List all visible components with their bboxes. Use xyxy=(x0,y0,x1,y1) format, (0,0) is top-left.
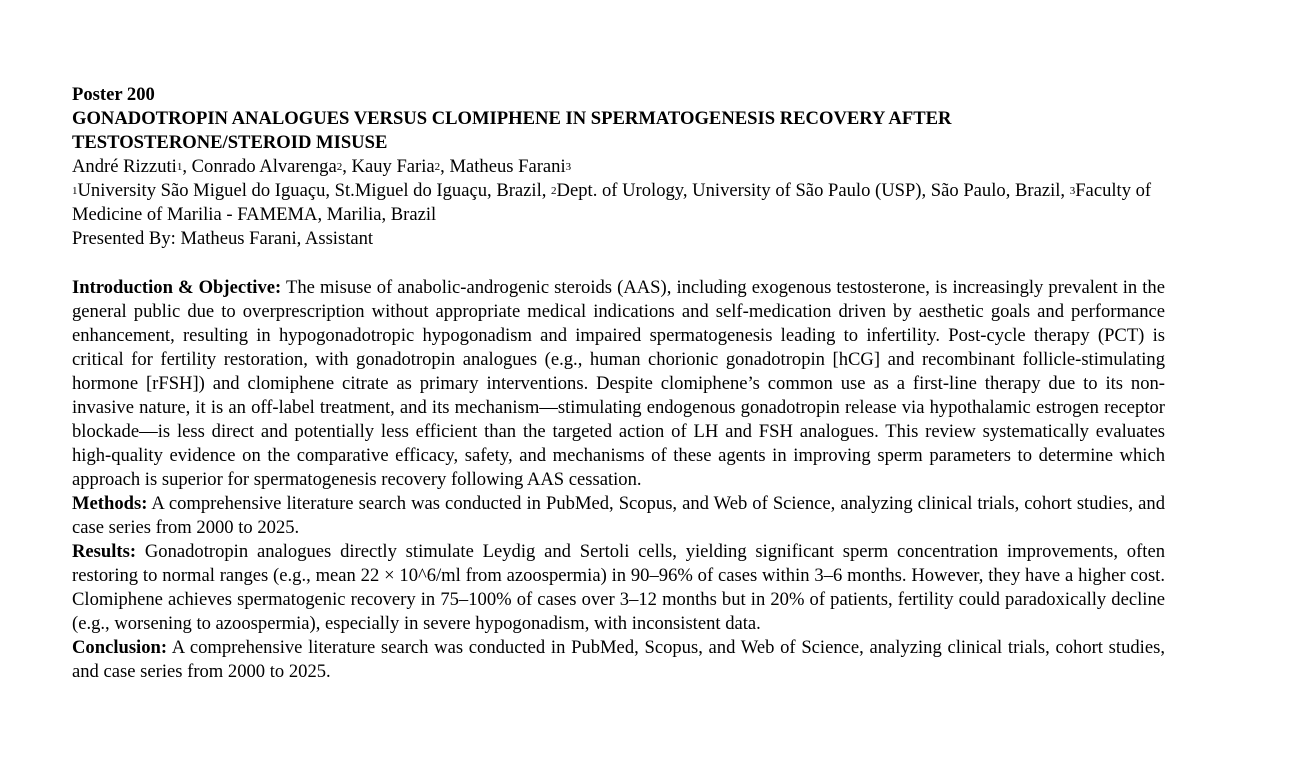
abstract-title: GONADOTROPIN ANALOGUES VERSUS CLOMIPHENE IN SPERMATOGENESIS RECOVERY AFTER TESTOSTERONE/STEROID MISUSE xyxy=(72,108,952,153)
introduction-section xyxy=(72,276,1165,492)
affiliation-mark: 1 xyxy=(176,161,183,173)
conclusion-section xyxy=(72,636,1165,684)
section-heading: Conclusion: xyxy=(72,637,168,658)
affiliation-list xyxy=(72,179,1165,227)
section-body: The misuse of anabolic-androgenic steroids (AAS), including exogenous testosterone, is increasingly prevalent in the general public due to overprescription without appropriate medical indications and self-medication driven by aesthetic goals and performance enhancement, resulting in hypogonadotropic hypogonadism and impaired spermatogenesis leading to infertility. Post-cycle therapy (PCT) is critical for fertility restoration, with gonadotropin analogues (e.g., human chorionic gonadotropin [hCG] and recombinant follicle-stimulating hormone [rFSH]) and clomiphene citrate as primary interventions. Despite clomiphene’s common use as a first-line therapy due to its non-invasive nature, it is an off-label treatment, and its mechanism—stimulating endogenous gonadotropin release via hypothalamic estrogen receptor blockade—is less direct and potentially less efficient than the targeted action of LH and FSH analogues. This review systematically evaluates high-quality evidence on the comparative efficacy, safety, and mechanisms of these agents in improving sperm parameters to determine which approach is superior for spermatogenesis recovery following AAS cessation. xyxy=(72,277,1165,490)
author-name: Kauy Faria xyxy=(351,156,435,177)
section-body: Gonadotropin analogues directly stimulate Leydig and Sertoli cells, yielding significant sperm concentration improvements, often restoring to normal ranges (e.g., mean 22 × 10^6/ml from azoospermia) in 90–96% of cases within 3–6 months. However, they have a higher cost. Clomiphene achieves spermatogenic recovery in 75–100% of cases over 3–12 months but in 20% of patients, fertility could paradoxically decline (e.g., worsening to azoospermia), especially in severe hypogonadism, with inconsistent data. xyxy=(72,541,1165,634)
affiliation-mark: 2 xyxy=(336,161,343,173)
section-body: A comprehensive literature search was conducted in PubMed, Scopus, and Web of Science, analyzing clinical trials, cohort studies, and case series from 2000 to 2025. xyxy=(72,493,1165,538)
author-list xyxy=(72,155,1165,179)
poster-number: Poster 200 xyxy=(72,84,155,105)
presented-by: Presented By: Matheus Farani, Assistant xyxy=(72,228,374,249)
section-heading: Results: xyxy=(72,541,137,562)
author-name: Conrado Alvarenga xyxy=(191,156,337,177)
section-heading: Introduction & Objective: xyxy=(72,277,282,298)
author-name: Matheus Farani xyxy=(449,156,566,177)
author-separator: , xyxy=(440,156,450,177)
affiliation-text: University São Miguel do Iguaçu, St.Miguel do Iguaçu, Brazil, xyxy=(77,180,552,201)
author-separator: , xyxy=(342,156,352,177)
methods-section xyxy=(72,492,1165,540)
abstract-page xyxy=(72,83,1165,684)
affiliation-mark: 3 xyxy=(565,161,572,173)
affiliation-text: Faculty of Medicine of Marilia - FAMEMA, Marilia, Brazil xyxy=(72,180,1152,225)
affiliation-mark: 2 xyxy=(434,161,441,173)
affiliation-mark: 2 xyxy=(551,185,557,197)
affiliation-mark: 3 xyxy=(1069,185,1076,197)
author-name: André Rizzuti xyxy=(72,156,177,177)
author-separator: , xyxy=(182,156,192,177)
section-body: A comprehensive literature search was conducted in PubMed, Scopus, and Web of Science, analyzing clinical trials, cohort studies, and case series from 2000 to 2025. xyxy=(72,637,1165,682)
affiliation-mark: 1 xyxy=(72,185,78,197)
results-section xyxy=(72,540,1165,636)
section-spacer xyxy=(72,251,1165,276)
section-heading: Methods: xyxy=(72,493,148,514)
affiliation-text: Dept. of Urology, University of São Paulo (USP), São Paulo, Brazil, xyxy=(556,180,1070,201)
